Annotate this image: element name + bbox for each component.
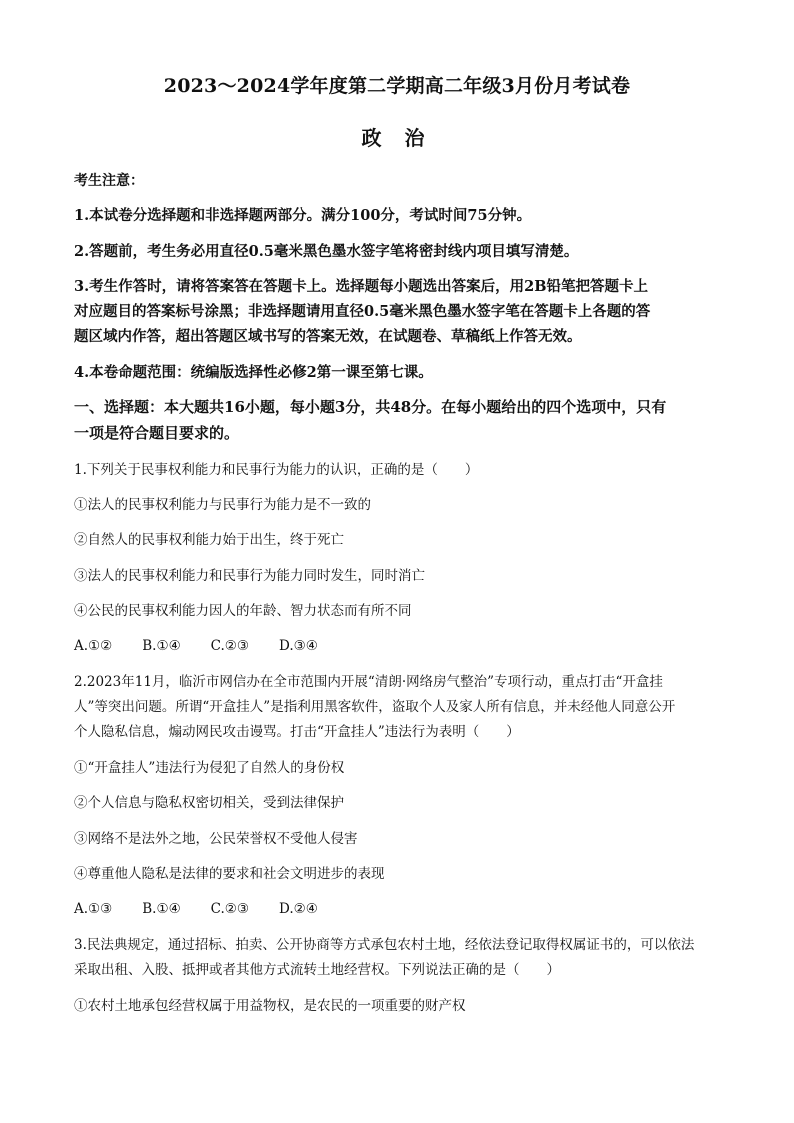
choice-a: A.①② (74, 638, 113, 654)
question-stem: 3.民法典规定，通过招标、拍卖、公开协商等方式承包农村土地，经依法登记取得权属证书的，可以依法 (74, 937, 695, 953)
notice-line: 4.本卷命题范围：统编版选择性必修2第一课至第七课。 (74, 364, 433, 381)
question-stem: 2.2023年11月，临沂市网信办在全市范围内开展“清朗·网络房气整治”专项行动，重点打击“开盒挂 (74, 674, 663, 690)
question-option: ①农村土地承包经营权属于用益物权，是农民的一项重要的财产权 (74, 998, 466, 1014)
subject-title: 政 治 (361, 126, 433, 150)
question-option: ②个人信息与隐私权密切相关，受到法律保护 (74, 795, 344, 811)
choice-d: D.②④ (279, 901, 318, 917)
question-option: ④公民的民事权利能力因人的年龄、智力状态而有所不同 (74, 603, 412, 619)
choice-a: A.①③ (74, 901, 113, 917)
notice-line: 3.考生作答时，请将答案答在答题卡上。选择题每小题选出答案后，用2B铅笔把答题卡上 (74, 278, 648, 295)
choice-b: B.①④ (142, 638, 181, 654)
section-heading: 一项是符合题目要求的。 (74, 424, 240, 442)
question-stem: 个人隐私信息，煽动网民攻击谩骂。打击“开盒挂人”违法行为表明（ ） (74, 724, 520, 740)
question-option: ③网络不是法外之地，公民荣誉权不受他人侵害 (74, 831, 358, 847)
notice-line: 1.本试卷分选择题和非选择题两部分。满分100分，考试时间75分钟。 (74, 207, 532, 224)
notice-line: 2.答题前，考生务必用直径0.5毫米黑色墨水签字笔将密封线内项目填写清楚。 (74, 243, 579, 260)
notice-line: 对应题目的答案标号涂黑；非选择题请用直径0.5毫米黑色墨水签字笔在答题卡上各题的答 (74, 303, 651, 320)
answer-choices (74, 635, 348, 654)
question-option: ④尊重他人隐私是法律的要求和社会文明进步的表现 (74, 866, 385, 882)
section-heading: 一、选择题：本大题共16小题，每小题3分，共48分。在每小题给出的四个选项中，只有 (74, 398, 667, 416)
question-option: ①法人的民事权利能力与民事行为能力是不一致的 (74, 497, 371, 513)
question-stem: 人”等突出问题。所谓“开盒挂人”是指利用黑客软件，盗取个人及家人所有信息，并未经他人同意公开 (74, 699, 676, 715)
question-stem: 采取出租、入股、抵押或者其他方式流转土地经营权。下列说法正确的是（ ） (74, 962, 560, 978)
choice-b: B.①④ (142, 901, 181, 917)
question-stem: 1.下列关于民事权利能力和民事行为能力的认识，正确的是（ ） (74, 462, 479, 478)
choice-c: C.②③ (210, 901, 250, 917)
choice-d: D.③④ (279, 638, 318, 654)
question-option: ①“开盒挂人”违法行为侵犯了自然人的身份权 (74, 760, 345, 776)
notice-line: 题区域内作答，超出答题区域书写的答案无效，在试题卷、草稿纸上作答无效。 (74, 328, 582, 345)
notice-heading: 考生注意： (74, 173, 144, 189)
choice-c: C.②③ (210, 638, 250, 654)
question-option: ②自然人的民事权利能力始于出生，终于死亡 (74, 532, 344, 548)
exam-title: 2023～2024学年度第二学期高二年级3月份月考试卷 (163, 75, 631, 97)
answer-choices (74, 898, 348, 917)
question-option: ③法人的民事权利能力和民事行为能力同时发生，同时消亡 (74, 568, 425, 584)
